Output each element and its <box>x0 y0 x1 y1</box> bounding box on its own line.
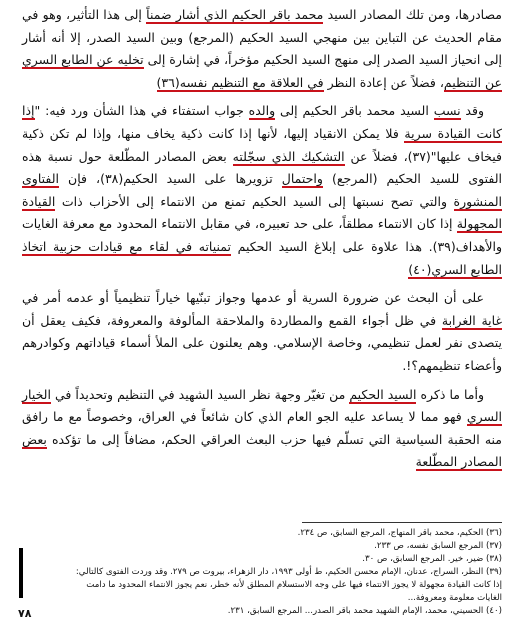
paragraph-4 <box>22 384 502 474</box>
paragraph-1-part-e: ، فضلاً عن إعادة النظر <box>323 74 444 90</box>
paragraph-3-part-c: في ظل أجواء القمع والمطاردة والملاحقة المألوفة والمعروفة، فكيف يعقل أن يتصدى نفر لعمل تنظيمي، وخاصة الإسلامي. وهم يعلنون على الملأ أسماء قياداتهم وكوادرهم وأعضاء تنظيمهم؟!. <box>22 312 502 373</box>
paragraph-1-part-c: إلى هذا التأثير، وهو في مقام الحديث عن التباين بين منهجي السيد الحكيم (المرجع) وبين السيد الصدر، إلا أنه أشار إلى انحياز السيد الصدر إلى منهج السيد الحكيم مؤخراً، في إشارة إلى <box>22 7 502 68</box>
footnote-37: (٣٧) المرجع السابق نفسه، ص ٢٣٣. <box>374 541 502 551</box>
underline-relation-tanzim: في العلاقة مع التنظيم نفسه(٣٦) <box>156 74 324 90</box>
margin-marker-bar <box>19 548 23 598</box>
paragraph-4-part-e: فهو مما لا يساعد عليه الجو العام الذي كان شائعاً في العراق، وخصوصاً مع ما رافق منه الحقبة السياسية التي تسلّم فيها حزب البعث العراقي الحكم، مضافاً إلى ما تؤكده <box>22 409 502 447</box>
page-number: ٧٨ <box>18 607 32 620</box>
underline-qiyada-majhula: القيادة المجهولة <box>22 193 502 232</box>
underline-ghayat-gharaba: غاية الغرابة <box>441 312 502 328</box>
underline-fatawa: الفتاوى المنشورة <box>22 171 502 209</box>
paragraph-2-part-k: تزويرها على السيد الحكيم(٣٨)، فإن <box>59 171 282 187</box>
underline-nasab: نسب <box>433 103 461 119</box>
paragraph-2-part-i: بعض المصادر المطّلعة حول نسبة هذه الفتوى للسيد الحكيم (المرجع) <box>22 148 502 187</box>
paragraph-2-part-e: جواب استفتاء في هذا الشأن ورد فيه: " <box>34 103 249 119</box>
paragraph-2-part-a: وقد <box>460 103 485 119</box>
paragraph-1 <box>22 4 502 94</box>
underline-sayyid-hakim: السيد الحكيم <box>349 386 417 402</box>
footnote-36: (٣٦) الحكيم، محمد باقر المنهاج، المرجع السابق، ص ٢٣٤. <box>297 528 502 538</box>
footnote-40: (٤٠) الحسيني، محمد، الإمام الشهيد محمد باقر الصدر... المرجع السابق، ٢٣١. <box>227 606 502 616</box>
paragraph-1-part-a: مصادرها، ومن تلك المصادر السيد <box>323 7 503 22</box>
underline-masadir-muttalia: بعض المصادر المطّلعة <box>22 431 502 470</box>
paragraph-2-part-o: إذا كان الانتماء مطلقاً، على حد تعبيره، في مقابل الانتماء المحدود مع معرفة الغايات والأهداف(٣٩). هذا علاوة على إبلاغ السيد الحكيم <box>22 216 502 254</box>
paragraph-3 <box>22 287 502 377</box>
underline-qiyada-sirriya: إذا كانت القيادة سرية <box>22 103 503 141</box>
underline-tamanniyat: تمنياته في لقاء مع قيادات حزبية اتخاذ الطابع السري(٤٠) <box>22 238 502 277</box>
footnote-38: (٣٨) ضير، خير. المرجع السابق، ص ٣٠. <box>362 554 502 564</box>
footnote-rule <box>302 522 502 523</box>
footnotes <box>72 527 502 618</box>
paragraph-2-part-c: السيد محمد باقر الحكيم إلى <box>275 103 434 119</box>
underline-walid: والده <box>248 103 276 119</box>
paragraph-2-part-m: والتي تصح نسبتها إلى السيد الحكيم تمنع من الانتماء إلى الأحزاب ذات <box>55 193 454 209</box>
footnote-39: (٣٩) النظر، السراج، عدنان، الإمام محسن الحكيم، ط أولى ١٩٩٣، دار الزهراء، بيروت ص ٢٧٩. وقد وردت الفتوى كالتالي: إذا كانت القيادة مجهولة لا يجوز الانتماء فيها على وجه الاستسلام المطلق لأنه خطر، نعم يجوز الانتماء المحدود ما دامت الغايات معلومة ومعروفة... <box>75 567 502 603</box>
underline-takhalli: تخليه عن الطابع السري عن التنظيم <box>22 52 502 90</box>
underline-ihtimal-tazwir: واحتمال <box>281 171 323 187</box>
underline-tashkik: التشكيك الذي سجّلته <box>232 148 345 164</box>
underline-hakim-ashar: محمد باقر الحكيم الذي أشار ضمناً <box>146 7 324 22</box>
paragraph-2 <box>22 100 502 281</box>
paragraph-2-part-g: فلا يمكن الانقياد إليها، لأنها إذا كانت ذكية يخاف منها، وإذا لم تكن ذكية فيخاف عليها"(٣٧)، فضلاً عن <box>22 125 502 164</box>
paragraph-4-part-c: من تغيّر وجهة نظر السيد الشهيد في التنظيم وتحديداً في <box>50 386 350 402</box>
underline-khiyar-sirri: الخيار السري <box>22 386 502 425</box>
paragraph-3-part-a: على أن البحث عن ضرورة السرية أو عدمها وجواز تبنّيها خياراً تنظيمياً أو عدمه أمر في <box>22 290 484 306</box>
paragraph-4-part-a: وأما ما ذكره <box>416 386 485 402</box>
page-body <box>22 4 502 474</box>
